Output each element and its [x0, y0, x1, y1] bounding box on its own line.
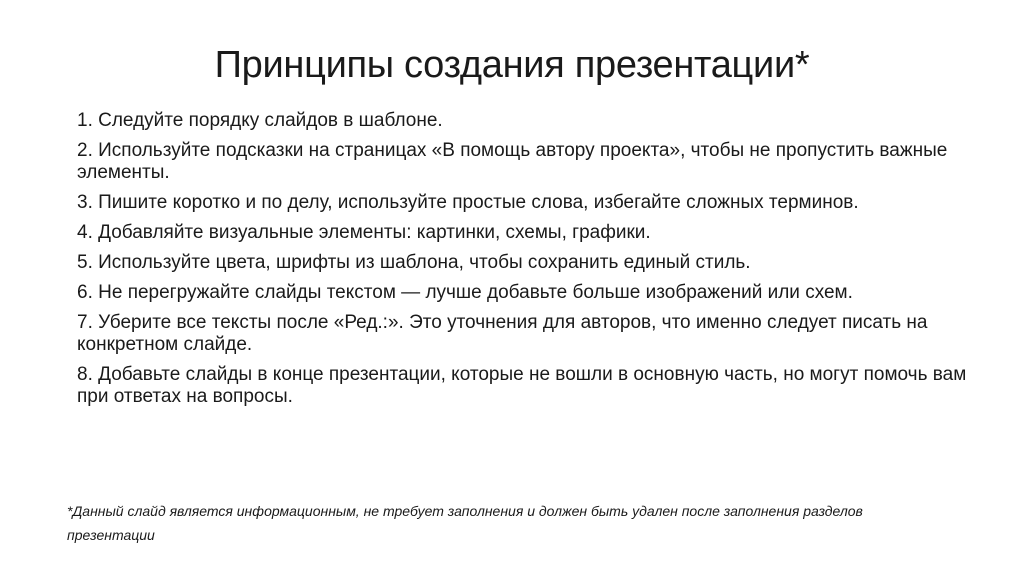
list-item: 1. Следуйте порядку слайдов в шаблоне. [77, 110, 443, 131]
footnote: *Данный слайд является информационным, не требует заполнения и должен быть удален после заполнения разделов презентации [67, 503, 863, 543]
slide-title: Принципы создания презентации* [214, 44, 810, 86]
principles-list [77, 110, 977, 416]
list-item: 2. Используйте подсказки на страницах «В помощь автору проекта», чтобы не пропустить важные элементы. [77, 140, 948, 183]
list-item: 3. Пишите коротко и по делу, используйте простые слова, избегайте сложных терминов. [77, 192, 859, 213]
list-item: 8. Добавьте слайды в конце презентации, которые не вошли в основную часть, но могут помочь вам при ответах на вопросы. [77, 364, 967, 407]
list-item: 4. Добавляйте визуальные элементы: картинки, схемы, графики. [77, 222, 651, 243]
list-item: 5. Используйте цвета, шрифты из шаблона, чтобы сохранить единый стиль. [77, 252, 751, 273]
list-item: 7. Уберите все тексты после «Ред.:». Это уточнения для авторов, что именно следует писать на конкретном слайде. [77, 312, 928, 355]
list-item: 6. Не перегружайте слайды текстом — лучше добавьте больше изображений или схем. [77, 282, 853, 303]
